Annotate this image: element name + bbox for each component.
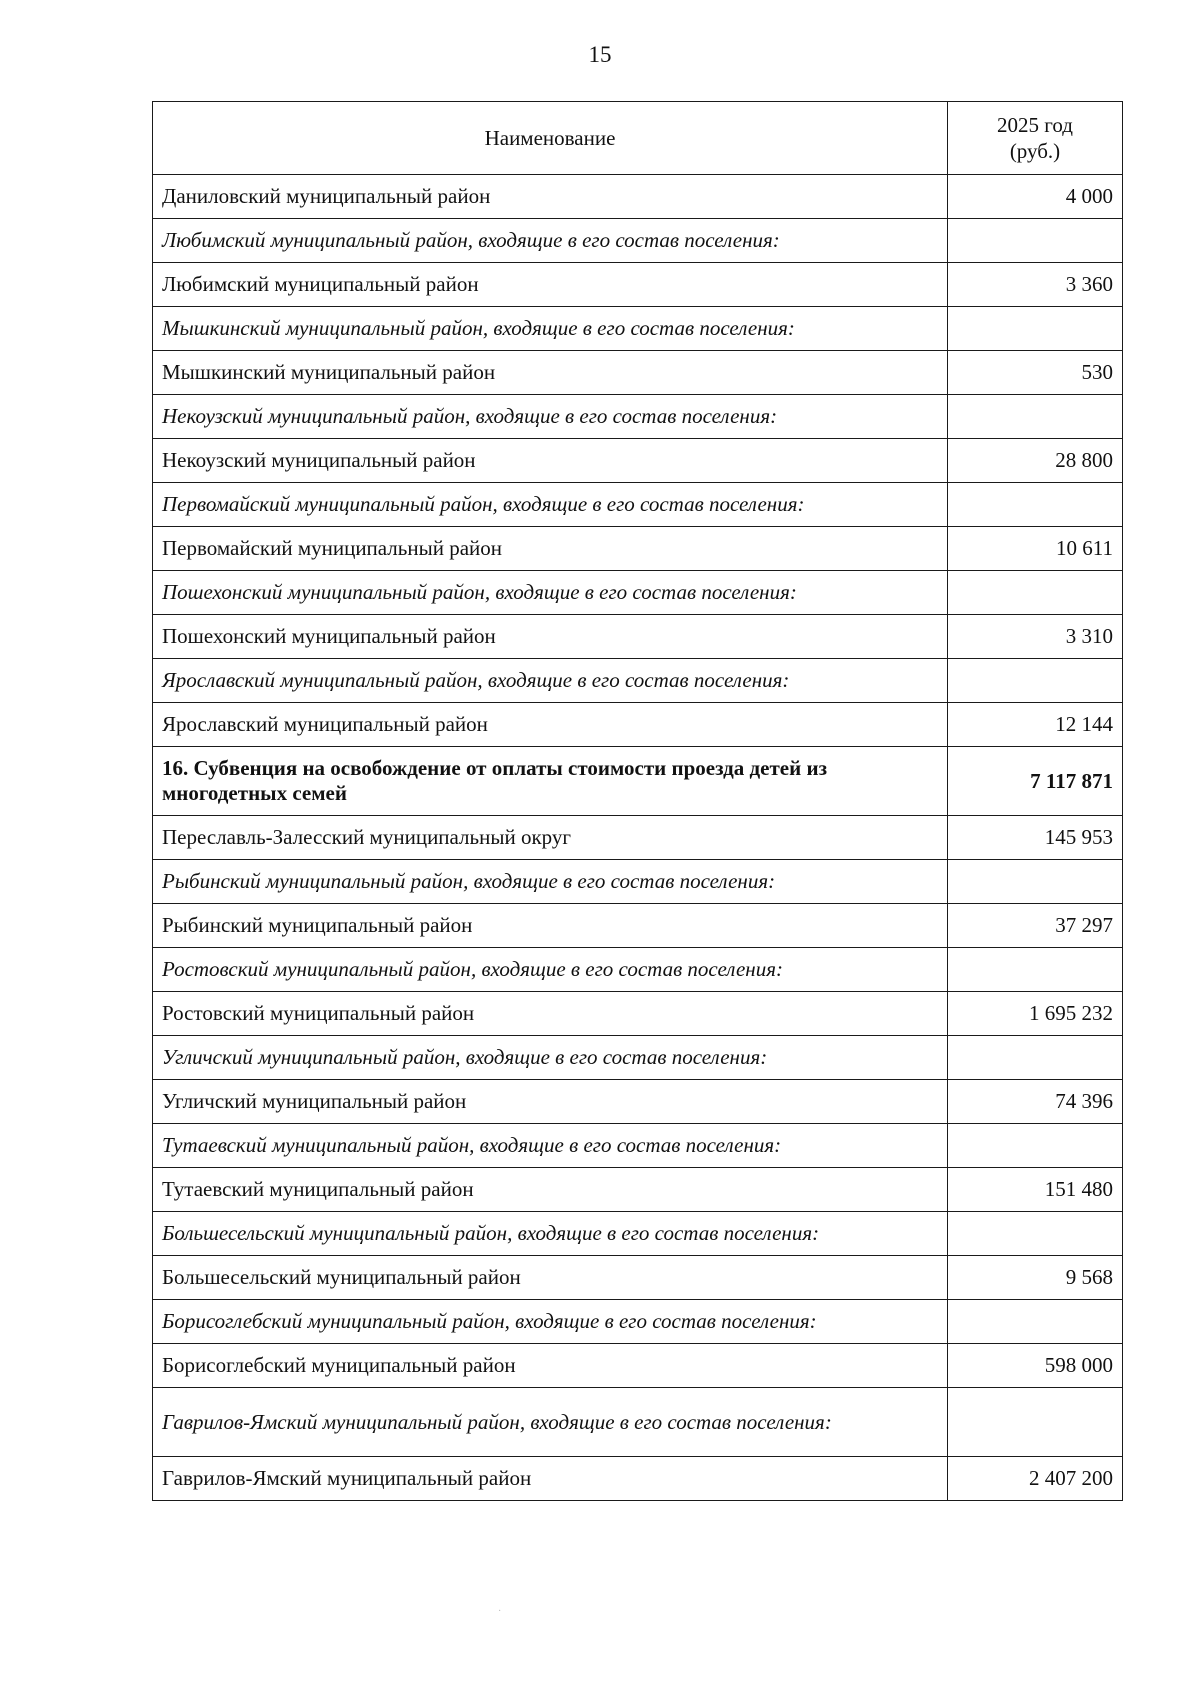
table-row: [153, 351, 1123, 395]
row-name-cell: Мышкинский муниципальный район, входящие в его состав поселения:: [153, 307, 948, 351]
budget-table: [152, 101, 1123, 1501]
row-value-cell: [948, 483, 1123, 527]
row-name-cell: Борисоглебский муниципальный район: [153, 1344, 948, 1388]
row-value-cell: [948, 571, 1123, 615]
page-number: 15: [588, 42, 612, 67]
table-row: [153, 1168, 1123, 1212]
group-header-row: [153, 395, 1123, 439]
table-header: [153, 102, 1123, 175]
group-header-row: [153, 307, 1123, 351]
row-value-cell: 3 360: [948, 263, 1123, 307]
row-name-cell: Мышкинский муниципальный район: [153, 351, 948, 395]
row-value-cell: [948, 1036, 1123, 1080]
row-name-cell: Ярославский муниципальный район: [153, 703, 948, 747]
row-value-cell: 145 953: [948, 816, 1123, 860]
group-header-row: [153, 860, 1123, 904]
row-name-cell: Некоузский муниципальный район, входящие в его состав поселения:: [153, 395, 948, 439]
row-value-cell: 37 297: [948, 904, 1123, 948]
table-row: [153, 527, 1123, 571]
table-row: [153, 703, 1123, 747]
row-value-cell: 10 611: [948, 527, 1123, 571]
row-value-cell: 598 000: [948, 1344, 1123, 1388]
column-header-name: Наименование: [153, 102, 948, 175]
group-header-row: [153, 571, 1123, 615]
row-value-cell: [948, 307, 1123, 351]
group-header-row: [153, 1300, 1123, 1344]
group-header-row: [153, 659, 1123, 703]
row-name-cell: Пошехонский муниципальный район: [153, 615, 948, 659]
row-name-cell: Большесельский муниципальный район, входящие в его состав поселения:: [153, 1212, 948, 1256]
row-value-cell: 12 144: [948, 703, 1123, 747]
row-name-cell: Ростовский муниципальный район, входящие в его состав поселения:: [153, 948, 948, 992]
row-name-cell: Рыбинский муниципальный район, входящие в его состав поселения:: [153, 860, 948, 904]
row-name-cell: Ростовский муниципальный район: [153, 992, 948, 1036]
group-header-row: [153, 219, 1123, 263]
row-value-cell: [948, 395, 1123, 439]
group-header-row: [153, 1036, 1123, 1080]
row-value-cell: [948, 659, 1123, 703]
row-name-cell: Гаврилов-Ямский муниципальный район: [153, 1457, 948, 1501]
row-name-cell: Тутаевский муниципальный район, входящие в его состав поселения:: [153, 1124, 948, 1168]
group-header-row: [153, 483, 1123, 527]
group-header-row: [153, 948, 1123, 992]
group-header-row: [153, 1212, 1123, 1256]
table-row: [153, 615, 1123, 659]
row-value-cell: 1 695 232: [948, 992, 1123, 1036]
row-name-cell: Ярославский муниципальный район, входящие в его состав поселения:: [153, 659, 948, 703]
table-row: [153, 175, 1123, 219]
row-value-cell: 9 568: [948, 1256, 1123, 1300]
table-row: [153, 1256, 1123, 1300]
row-name-cell: Даниловский муниципальный район: [153, 175, 948, 219]
table-row: [153, 1457, 1123, 1501]
table-row: [153, 439, 1123, 483]
table-row: [153, 992, 1123, 1036]
column-header-unit: (руб.): [1009, 139, 1061, 163]
row-name-cell: Борисоглебский муниципальный район, входящие в его состав поселения:: [153, 1300, 948, 1344]
row-name-cell: Угличский муниципальный район, входящие в его состав поселения:: [153, 1036, 948, 1080]
row-value-cell: 74 396: [948, 1080, 1123, 1124]
row-name-cell: Большесельский муниципальный район: [153, 1256, 948, 1300]
row-name-cell: Любимский муниципальный район: [153, 263, 948, 307]
row-name-cell: Гаврилов-Ямский муниципальный район, входящие в его состав поселения:: [153, 1388, 948, 1457]
scan-artifact-mark: ·: [498, 1606, 502, 1617]
section-row: [153, 747, 1123, 816]
row-value-cell: [948, 1124, 1123, 1168]
row-value-cell: [948, 219, 1123, 263]
row-name-cell: Пошехонский муниципальный район, входящие в его состав поселения:: [153, 571, 948, 615]
header-row: [153, 102, 1123, 175]
row-value-cell: 3 310: [948, 615, 1123, 659]
row-value-cell: 4 000: [948, 175, 1123, 219]
column-header-year: [948, 102, 1123, 175]
row-name-cell: Первомайский муниципальный район: [153, 527, 948, 571]
table-row: [153, 904, 1123, 948]
section-title-cell: 16. Субвенция на освобождение от оплаты стоимости проезда детей из многодетных семей: [153, 747, 948, 816]
row-name-cell: Тутаевский муниципальный район: [153, 1168, 948, 1212]
row-name-cell: Любимский муниципальный район, входящие в его состав поселения:: [153, 219, 948, 263]
group-header-row: [153, 1388, 1123, 1457]
row-name-cell: Рыбинский муниципальный район: [153, 904, 948, 948]
row-name-cell: Переславль-Залесский муниципальный округ: [153, 816, 948, 860]
column-header-year-label: 2025 год: [997, 113, 1073, 137]
row-value-cell: 530: [948, 351, 1123, 395]
row-value-cell: 28 800: [948, 439, 1123, 483]
row-value-cell: 151 480: [948, 1168, 1123, 1212]
table-row: [153, 816, 1123, 860]
row-value-cell: [948, 1212, 1123, 1256]
section-total-cell: 7 117 871: [948, 747, 1123, 816]
table-body: [153, 175, 1123, 1501]
table-row: [153, 1080, 1123, 1124]
row-name-cell: Некоузский муниципальный район: [153, 439, 948, 483]
row-value-cell: [948, 1300, 1123, 1344]
group-header-row: [153, 1124, 1123, 1168]
row-value-cell: [948, 948, 1123, 992]
row-value-cell: [948, 1388, 1123, 1457]
row-value-cell: 2 407 200: [948, 1457, 1123, 1501]
table-row: [153, 1344, 1123, 1388]
table-row: [153, 263, 1123, 307]
row-name-cell: Угличский муниципальный район: [153, 1080, 948, 1124]
row-value-cell: [948, 860, 1123, 904]
row-name-cell: Первомайский муниципальный район, входящие в его состав поселения:: [153, 483, 948, 527]
